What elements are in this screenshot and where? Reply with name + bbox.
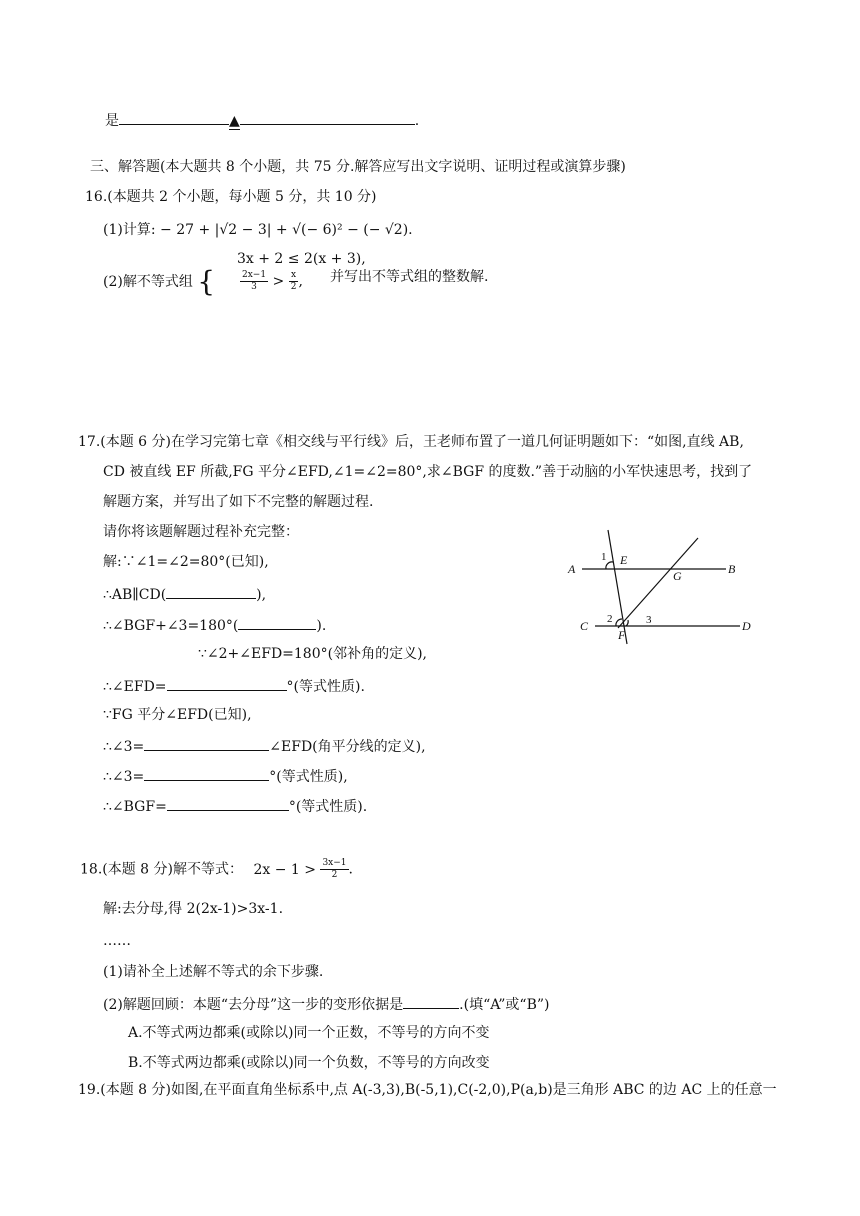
q17-step1: 解:∵∠1=∠2=80°(已知), [103,554,269,570]
angle-3-arc [626,620,628,626]
q16-part2 [103,265,216,298]
label-b: B [728,562,736,576]
q17-geometry-figure [560,520,770,650]
step-text: ), [256,587,267,603]
q17-line1: 17.(本题 6 分)在学习完第七章《相交线与平行线》后，王老师布置了一道几何证明题如下：“如图,直线 AB, [78,434,744,450]
line-ef [608,530,627,644]
step-text: ∠EFD(角平分线的定义), [269,739,426,755]
q16-system-line2 [240,270,303,293]
q19-line1: 19.(本题 8 分)如图,在平面直角坐标系中,点 A(-3,3),B(-5,1),C(-2,0),P(a,b)是三角形 ABC 的边 AC 上的任意一 [78,1082,777,1098]
q16-part1 [103,221,413,239]
step-text: ∴∠BGF+∠3=180°( [103,618,239,634]
q17-step2 [103,584,266,604]
q18-option-a: A.不等式两边都乘(或除以)同一个正数，不等号的方向不变 [128,1025,490,1041]
period: . [414,113,420,129]
answer-line-top [105,110,419,130]
q18-header [80,858,353,881]
fraction-denominator: 2 [331,870,338,880]
q16-system-line1: 3x + 2 ≤ 2(x + 3), [237,251,366,267]
fraction-numerator: 3x−1 [322,858,347,868]
step-text: ∴∠3= [103,739,145,755]
fraction-denominator: 3 [251,282,257,292]
step-text: °(等式性质), [269,769,348,785]
q17-line2: CD 被直线 EF 所截,FG 平分∠EFD,∠1=∠2=80°,求∠BGF 的度数.”善于动脑的小军快速思考，找到了 [103,464,753,480]
q16-p2-tail: 并写出不等式组的整数解. [330,269,489,285]
label-g: G [673,569,682,583]
q18-part2 [103,994,550,1014]
step-text: ). [316,618,327,634]
q16-header: 16.(本题共 2 个小题，每小题 5 分，共 10 分) [85,189,377,205]
q16-p1-label: (1)计算: [103,222,156,238]
blank[interactable] [119,110,229,125]
step-text: (2)解题回顾：本题“去分母”这一步的变形依据是 [103,997,404,1013]
line-fg [618,538,698,628]
q18-expression: 2x − 1 > [253,861,316,878]
blank[interactable] [240,110,415,125]
q17-step5 [103,676,365,696]
step-text: ∴∠EFD= [103,679,167,695]
q17-line3: 解题方案，并写出了如下不完整的解题过程. [103,494,374,510]
blank[interactable] [238,615,316,630]
comma: , [298,273,303,290]
q17-step8 [103,766,348,786]
blank[interactable] [167,796,289,811]
label-c: C [580,619,589,633]
step-text: ∴∠BGF= [103,799,167,815]
q17-step4: ∵∠2+∠EFD=180°(邻补角的定义), [198,646,427,662]
q18-option-b: B.不等式两边都乘(或除以)同一个负数，不等号的方向改变 [128,1055,490,1071]
blank[interactable] [166,584,256,599]
fraction-numerator: x [289,270,299,282]
label-angle-1: 1 [601,551,607,563]
step-text: .(填“A”或“B”) [459,997,550,1013]
angle-1-arc [606,562,613,569]
step-text: °(等式性质). [286,679,365,695]
q16-p1-expression: − 27 + |√2 − 3| + √(− 6)² − (− √2). [160,222,413,238]
fraction-numerator: 2x−1 [242,270,267,280]
period: . [348,861,353,878]
blank[interactable] [144,736,269,751]
q17-step9 [103,796,367,816]
q18-header-text: 18.(本题 8 分)解不等式： [80,861,243,878]
blank[interactable] [403,994,459,1009]
blank[interactable] [144,766,269,781]
top-prefix: 是 [105,113,119,129]
step-text: ∴∠3= [103,769,145,785]
label-e: E [620,553,628,567]
triangle-marker: ▲ [229,113,240,129]
label-angle-3: 3 [646,614,652,626]
label-a: A [568,562,576,576]
q17-step6: ∵FG 平分∠EFD(已知), [103,707,252,723]
q18-part1: (1)请补全上述解不等式的余下步骤. [103,964,324,980]
q17-step3 [103,615,326,635]
section-3-heading: 三、解答题(本大题共 8 个小题，共 75 分.解答应写出文字说明、证明过程或演算步骤) [90,159,626,175]
fraction-denominator: 2 [290,282,297,292]
q18-ellipsis: …… [103,933,131,949]
step-text: °(等式性质). [288,799,368,815]
step-text: ∴AB∥CD( [103,587,167,603]
gt-sign: > [272,273,285,290]
blank[interactable] [167,676,287,691]
q16-p2-label: (2)解不等式组 [103,274,193,290]
label-angle-2: 2 [607,613,613,625]
label-d: D [742,619,751,633]
q17-step7 [103,736,426,756]
label-f: F [618,628,626,642]
brace-icon: { [197,265,216,298]
q18-solution: 解:去分母,得 2(2x-1)>3x-1. [103,901,284,917]
q17-prompt: 请你将该题解题过程补充完整： [103,524,299,540]
